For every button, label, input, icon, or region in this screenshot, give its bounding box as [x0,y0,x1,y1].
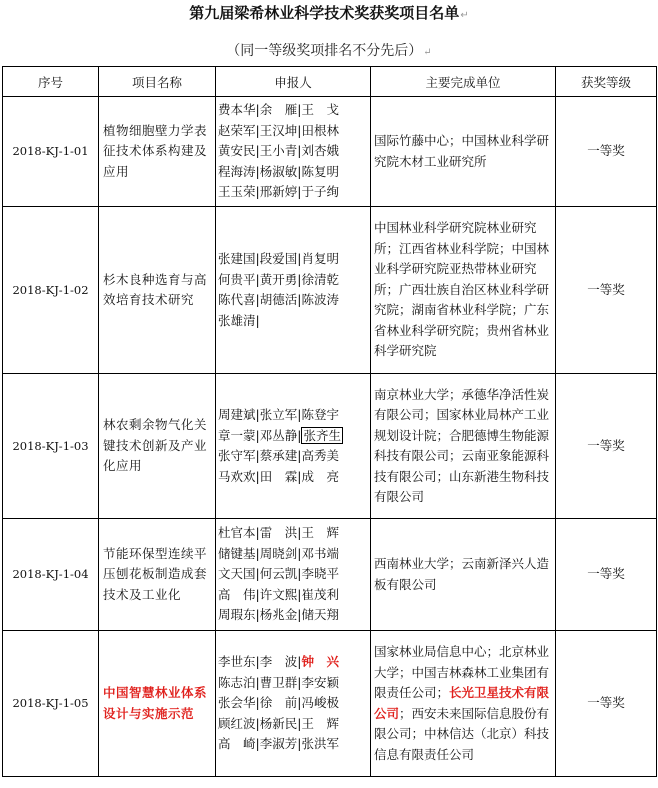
applicant-name: 王 辉 [301,525,339,541]
document-title: 第九届梁希林业科学技术奖获奖项目名单↵ [189,4,469,22]
applicant-name: 肖复明 [301,251,339,266]
applicant-name: 邓书端 [301,545,339,561]
row-units: 中国林业科学研究院林业研究所；江西省林业科学院；中国林业科学研究院亚热带林业研究所；广西壮族自治区林业科学研究院；湖南省林业科学院；广东省林业科学研究院；贵州省林业科学研究院 [371,207,556,374]
applicant-name: 陈志泊 [218,674,256,690]
applicant-name: 顾红波 [218,715,256,731]
row-applicants: 张建国|段爱国|肖复明 何贵平|黄开勇|徐清乾 陈代喜|胡德活|陈波涛 张雄清| [216,207,371,374]
row-project: 节能环保型连续平压刨花板制造成套技术及工业化 [99,519,216,631]
row-applicants: 周建斌|张立军|陈登宇 章一蒙|邓丛静| 张齐生 张守军|蔡承建|高秀美 马欢欢|田 霖|成 亮 [216,374,371,519]
row-applicants: 杜官本|雷 洪|王 辉 储键基|周晓剑|邓书端 文天国|何云凯|李晓平 高 伟|许文熙|崔茂利 周瑕东|杨兆金|储天翔 [216,519,371,631]
applicant-name: 赵荣军 [218,122,256,138]
applicant-name: 田根林 [301,122,339,138]
applicant-name: 李 波 [259,654,298,670]
row-code: 2018-KJ-1-05 [3,631,99,777]
applicant-name: 崔茂利 [301,586,339,602]
units-text: 国家林业局信息中心；北京林业大学；中国吉林森林工业集团有限责任公司； [374,644,550,700]
applicant-name: 陈代喜 [218,292,256,307]
applicant-name: 文天国 [218,566,256,582]
applicant-name: 黄安民 [218,143,256,159]
row-project: 杉木良种选育与高效培育技术研究 [99,207,216,374]
applicant-name: 张立军 [259,407,298,422]
row-project: 植物细胞壁力学表征技术体系构建及应用 [99,97,216,207]
applicant-name: 陈波涛 [301,292,339,307]
row-units [371,631,556,777]
header-grade: 获奖等级 [556,67,657,97]
applicant-name: 杨兆金 [259,607,298,623]
applicant-name: 马欢欢 [218,468,256,484]
applicant-name: 陈登宇 [301,407,339,422]
row-project: 林农剩余物气化关键技术创新及产业化应用 [99,374,216,519]
applicant-name: 张会华 [218,695,256,711]
row-applicants: 费本华|余 雁|王 戈 赵荣军|王汉坤|田根林 黄安民|王小青|刘杏娥 程海涛|杨淑敏|陈复明 王玉荣|邢新婷|于子绚 [216,97,371,207]
row-code: 2018-KJ-1-01 [3,97,99,207]
applicant-name: 程海涛 [218,163,256,179]
applicant-name: 刘杏娥 [301,143,339,159]
applicant-name: 田 霖 [259,468,298,484]
applicant-name: 储键基 [218,545,256,561]
applicant-name: 张雄清 [218,312,256,328]
applicant-name: 周晓剑 [259,545,298,561]
applicant-name: 徐清乾 [301,271,339,287]
applicant-name: 段爱国 [259,251,298,266]
applicant-name: 张洪军 [301,736,339,752]
row-code: 2018-KJ-1-03 [3,374,99,519]
applicant-name: 李淑芳 [259,736,298,752]
applicant-name: 蔡承建 [259,448,298,463]
applicant-name: 周建斌 [218,407,256,422]
applicant-name: 徐 前 [259,695,298,711]
award-table [2,66,657,777]
applicant-name: 邓丛静 [259,427,298,443]
applicant-name: 高秀美 [301,448,339,463]
header-applicants: 申报人 [216,67,371,97]
row-project: 中国智慧林业体系设计与实施示范 [99,631,216,777]
applicant-name: 储天翔 [301,607,339,623]
applicant-name: 张守军 [218,448,256,463]
table-row [3,631,657,777]
table-row [3,97,657,207]
applicant-name: 王 戈 [301,102,339,118]
applicant-name: 许文熙 [259,586,298,602]
header-project: 项目名称 [99,67,216,97]
applicant-name: 杜官本 [218,525,256,541]
applicant-name: 周瑕东 [218,607,256,623]
header-units: 主要完成单位 [371,67,556,97]
row-units: 南京林业大学；承德华净活性炭有限公司；国家林业局林产工业规划设计院；合肥德博生物能源科技有限公司；云南亚象能源科技有限公司；山东新港生物科技有限公司 [371,374,556,519]
applicant-name: 张建国 [218,251,256,266]
table-row [3,207,657,374]
applicant-name: 何贵平 [218,271,256,287]
applicant-name: 王汉坤 [259,122,298,138]
row-grade: 一等奖 [556,519,657,631]
units-text: ；西安未来国际信息股份有限公司；中林信达（北京）科技信息有限责任公司 [374,705,550,762]
applicant-name: 王玉荣 [218,184,256,200]
applicant-name: 成 亮 [301,468,339,484]
applicant-name: 李安颖 [301,674,339,690]
row-grade: 一等奖 [556,207,657,374]
applicant-name: 何云凯 [259,566,298,582]
applicant-name: 王小青 [259,143,298,159]
table-header-row [3,67,657,97]
applicant-name: 钟 兴 [301,654,339,670]
applicant-name: 雷 洪 [259,525,298,541]
header-serial: 序号 [3,67,99,97]
applicant-name: 黄开勇 [259,271,298,287]
applicant-name: 高 崎 [218,736,256,752]
row-grade: 一等奖 [556,97,657,207]
applicant-name: 余 雁 [259,102,298,118]
applicant-name: 章一蒙 [218,427,256,443]
applicant-name: 邢新婷 [259,184,298,200]
row-applicants: 李世东|李 波|钟 兴 陈志泊|曹卫群|李安颖 张会华|徐 前|冯峻极 顾红波|杨新民|王 辉 高 崎|李淑芳|张洪军 [216,631,371,777]
applicant-name: 杨淑敏 [259,163,298,179]
applicant-name: 高 伟 [218,586,256,602]
applicant-name: 费本华 [218,102,256,118]
row-units: 国际竹藤中心；中国林业科学研究院木材工业研究所 [371,97,556,207]
row-code: 2018-KJ-1-04 [3,519,99,631]
applicant-name: 王 辉 [301,715,339,731]
table-row [3,374,657,519]
applicant-name: 李晓平 [301,566,339,582]
applicant-name: 曹卫群 [259,674,298,690]
applicant-name: 陈复明 [301,163,339,179]
applicant-name: 冯峻极 [301,695,339,711]
applicant-name: 杨新民 [259,715,298,731]
row-units: 西南林业大学；云南新泽兴人造板有限公司 [371,519,556,631]
row-grade: 一等奖 [556,631,657,777]
applicant-name: 胡德活 [259,292,298,307]
applicant-name: 张齐生 [303,427,341,443]
applicant-name: 李世东 [218,654,256,670]
table-row [3,519,657,631]
document-subtitle: （同一等级奖项排名不分先后）↵ [226,43,432,59]
row-grade: 一等奖 [556,374,657,519]
row-code: 2018-KJ-1-02 [3,207,99,374]
units-highlight: 长光卫星技术有限公司 [374,685,550,721]
applicant-name: 于子绚 [301,184,339,200]
